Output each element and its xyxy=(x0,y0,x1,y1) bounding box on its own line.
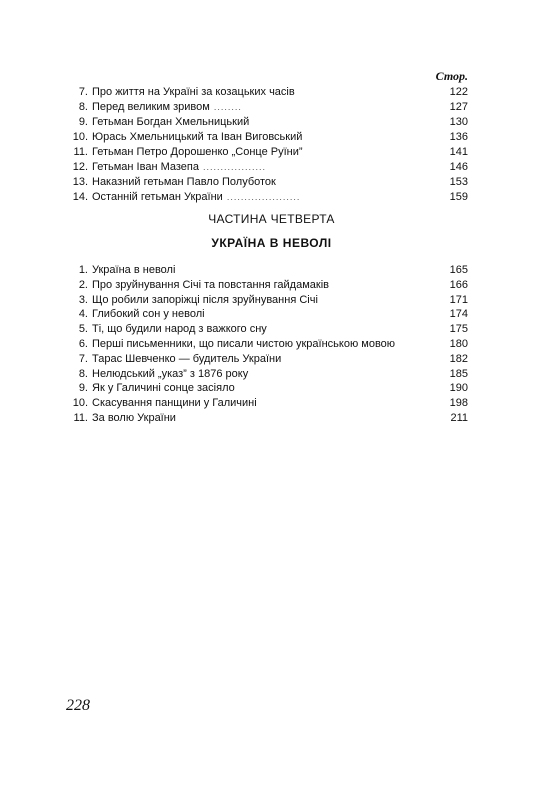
entry-number: 14. xyxy=(72,191,88,203)
entry-title: Наказний гетьман Павло Полуботок xyxy=(92,176,276,188)
entry-number: 12. xyxy=(72,161,88,173)
toc-entry xyxy=(64,382,468,397)
page-column-label: Стор. xyxy=(435,69,468,83)
toc-entry xyxy=(64,191,468,206)
toc-entry xyxy=(64,323,468,338)
entry-number: 10. xyxy=(72,131,88,143)
entry-page: 174 xyxy=(449,308,468,321)
entry-number: 2. xyxy=(78,278,88,291)
entry-title: Скасування панщини у Галичині xyxy=(92,397,257,410)
entry-page: 130 xyxy=(449,116,468,128)
entry-title: Ті, що будили народ з важкого сну xyxy=(92,323,267,336)
toc-entry xyxy=(64,176,468,191)
entry-title: Перед великим зривом xyxy=(92,101,210,113)
toc-entry xyxy=(64,294,468,309)
entry-title: Як у Галичині сонце засіяло xyxy=(92,382,235,395)
toc-entry xyxy=(64,146,468,161)
toc-list-part3 xyxy=(64,86,468,206)
entry-page: 180 xyxy=(449,337,468,350)
entry-page: 190 xyxy=(449,382,468,395)
entry-number: 10. xyxy=(72,397,88,410)
entry-title: Гетьман Іван Мазепа xyxy=(92,161,199,173)
entry-title: Глибокий сон у неволі xyxy=(92,308,205,321)
entry-title: Перші письменники, що писали чистою українською мовою xyxy=(92,337,396,350)
toc-list-part4 xyxy=(64,264,468,427)
entry-number: 9. xyxy=(78,116,88,128)
entry-page: 185 xyxy=(449,367,468,380)
entry-page: 166 xyxy=(449,278,468,291)
toc-entry xyxy=(64,279,468,294)
entry-number: 6. xyxy=(78,337,88,350)
entry-number: 8. xyxy=(78,101,88,113)
toc-entry xyxy=(64,86,468,101)
entry-page: 165 xyxy=(449,264,468,276)
entry-title: Про зруйнування Січі та повстання гайдамаків xyxy=(92,278,329,291)
entry-page: 146 xyxy=(449,161,468,173)
part-subtitle: УКРАЇНА В НЕВОЛІ xyxy=(211,236,332,250)
entry-page: 159 xyxy=(449,191,468,203)
entry-number: 13. xyxy=(72,176,88,188)
toc-entry xyxy=(64,397,468,412)
entry-title: Останній гетьман України xyxy=(92,191,223,203)
entry-number: 8. xyxy=(78,367,88,380)
entry-title: Про життя на Україні за козацьких часів xyxy=(92,86,295,98)
toc-entry xyxy=(64,116,468,131)
toc-entry xyxy=(64,368,468,383)
toc-entry xyxy=(64,161,468,176)
entry-number: 5. xyxy=(78,323,88,336)
entry-page: 127 xyxy=(449,101,468,113)
entry-page: 175 xyxy=(449,323,468,336)
entry-title: Україна в неволі xyxy=(92,264,176,276)
toc-entry xyxy=(64,338,468,353)
entry-title: Юрась Хмельницький та Іван Виговський xyxy=(92,131,303,143)
toc-entry xyxy=(64,412,468,427)
entry-title: Гетьман Петро Дорошенко „Сонце Руїни” xyxy=(92,146,303,158)
entry-number: 4. xyxy=(78,308,88,321)
entry-title: Тарас Шевченко — будитель України xyxy=(92,352,282,365)
part-title: ЧАСТИНА ЧЕТВЕРТА xyxy=(208,212,335,226)
entry-page: 198 xyxy=(449,397,468,410)
entry-title: За волю України xyxy=(92,411,176,424)
toc-entry xyxy=(64,353,468,368)
entry-leader: ..................... xyxy=(226,192,301,202)
entry-number: 1. xyxy=(78,264,88,276)
entry-leader: ........ xyxy=(213,102,242,112)
entry-page: 211 xyxy=(450,411,468,424)
entry-page: 182 xyxy=(449,352,468,365)
entry-title: Гетьман Богдан Хмельницький xyxy=(92,116,250,128)
entry-number: 11. xyxy=(73,146,88,158)
entry-leader: .................. xyxy=(202,162,266,172)
entry-page: 153 xyxy=(449,176,468,188)
toc-entry xyxy=(64,131,468,146)
page-folio: 228 xyxy=(66,697,90,714)
entry-number: 7. xyxy=(78,352,88,365)
entry-title: Що робили запоріжці після зруйнування Січі xyxy=(92,293,318,306)
entry-number: 9. xyxy=(78,382,88,395)
entry-title: Нелюдський „указ” з 1876 року xyxy=(92,367,249,380)
entry-page: 122 xyxy=(449,86,468,98)
toc-entry xyxy=(64,308,468,323)
toc-entry xyxy=(64,101,468,116)
entry-page: 171 xyxy=(449,293,468,306)
toc-entry xyxy=(64,264,468,279)
entry-page: 141 xyxy=(449,146,468,158)
entry-number: 7. xyxy=(78,86,88,98)
entry-number: 11. xyxy=(73,411,88,424)
entry-page: 136 xyxy=(449,131,468,143)
entry-number: 3. xyxy=(78,293,88,306)
